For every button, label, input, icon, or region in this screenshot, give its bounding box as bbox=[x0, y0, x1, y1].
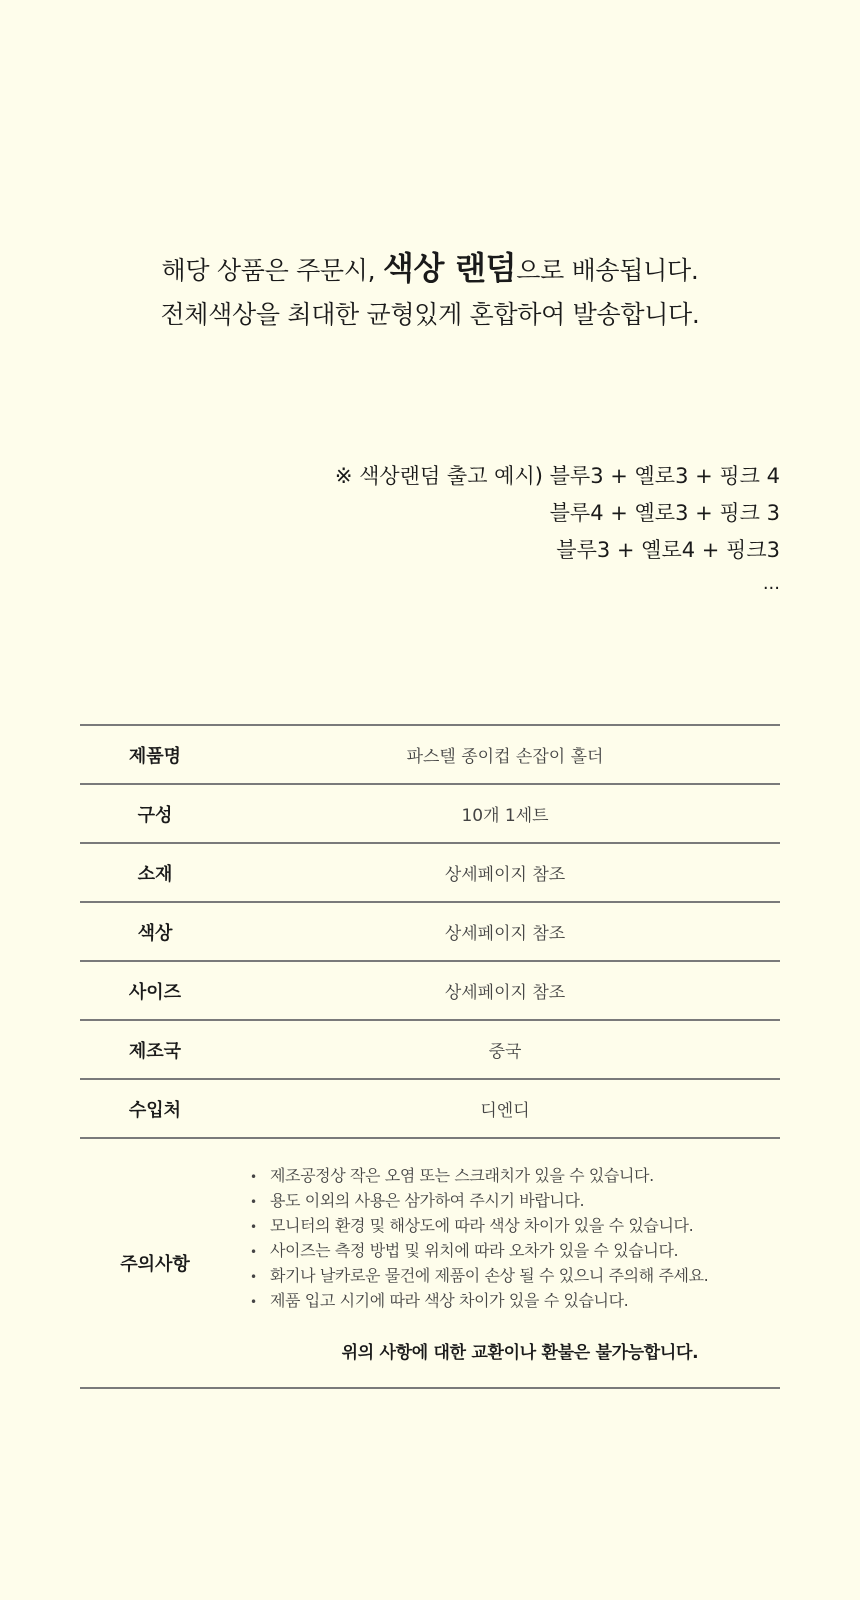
row-value: 디엔디 bbox=[480, 1101, 530, 1121]
row-label: 제품명 bbox=[128, 745, 182, 767]
table-row bbox=[80, 903, 780, 962]
product-info-table bbox=[80, 724, 780, 1389]
shipping-example bbox=[335, 458, 780, 599]
row-value: 상세페이지 참조 bbox=[444, 865, 566, 885]
row-label: 수입처 bbox=[128, 1099, 182, 1121]
caution-label: 주의사항 bbox=[120, 1254, 190, 1275]
caution-row bbox=[80, 1139, 780, 1389]
table-row bbox=[80, 962, 780, 1021]
table-row bbox=[80, 1080, 780, 1139]
caution-item: • 용도 이외의 사용은 삼가하여 주시기 바랍니다. bbox=[250, 1189, 780, 1214]
row-value: 상세페이지 참조 bbox=[444, 924, 566, 944]
caution-item: • 사이즈는 측정 방법 및 위치에 따라 오차가 있을 수 있습니다. bbox=[250, 1239, 780, 1264]
row-value: 중국 bbox=[488, 1042, 522, 1062]
table-row bbox=[80, 1021, 780, 1080]
no-refund-notice: 위의 사항에 대한 교환이나 환불은 불가능합니다. bbox=[341, 1342, 699, 1363]
caution-item: • 화기나 날카로운 물건에 제품이 손상 될 수 있으니 주의해 주세요. bbox=[250, 1264, 780, 1289]
row-label: 구성 bbox=[137, 804, 173, 826]
notice-line-2: 전체색상을 최대한 균형있게 혼합하여 발송합니다. bbox=[160, 300, 700, 329]
example-line: 블루4 + 옐로3 + 핑크 3 bbox=[549, 501, 780, 525]
row-label: 제조국 bbox=[128, 1040, 182, 1062]
table-row bbox=[80, 844, 780, 903]
notice-line-1-prefix: 해당 상품은 주문시, bbox=[161, 256, 383, 285]
table-row bbox=[80, 726, 780, 785]
row-value: 파스텔 종이컵 손잡이 홀더 bbox=[406, 747, 604, 767]
caution-item: • 제품 입고 시기에 따라 색상 차이가 있을 수 있습니다. bbox=[250, 1289, 780, 1314]
example-line: 블루3 + 옐로4 + 핑크3 bbox=[556, 538, 780, 562]
row-label: 사이즈 bbox=[128, 981, 182, 1003]
row-value: 10개 1세트 bbox=[461, 806, 549, 826]
caution-content bbox=[230, 1164, 780, 1363]
row-value: 상세페이지 참조 bbox=[444, 983, 566, 1003]
row-label: 색상 bbox=[137, 922, 173, 944]
example-ellipsis: ... bbox=[762, 573, 780, 594]
caution-list bbox=[250, 1164, 780, 1314]
caution-item: • 제조공정상 작은 오염 또는 스크래치가 있을 수 있습니다. bbox=[250, 1164, 780, 1189]
notice-emphasis: 색상 랜덤 bbox=[382, 249, 517, 287]
notice-line-1-suffix: 으로 배송됩니다. bbox=[516, 256, 699, 285]
table-row bbox=[80, 785, 780, 844]
notice-line-1 bbox=[0, 246, 860, 293]
caution-item: • 모니터의 환경 및 해상도에 따라 색상 차이가 있을 수 있습니다. bbox=[250, 1214, 780, 1239]
example-line: ※ 색상랜덤 출고 예시) 블루3 + 옐로3 + 핑크 4 bbox=[334, 464, 780, 488]
row-label: 소재 bbox=[137, 863, 173, 885]
color-random-notice bbox=[0, 246, 860, 337]
